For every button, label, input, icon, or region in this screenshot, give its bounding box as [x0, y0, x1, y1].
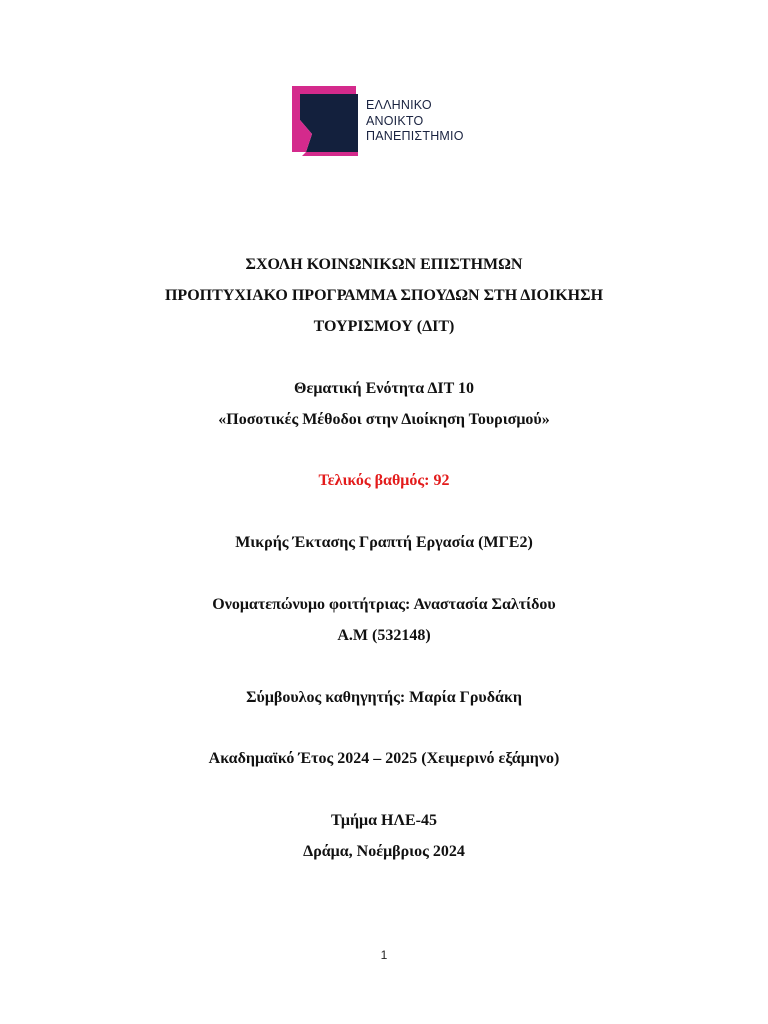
program-title-line-1: ΠΡΟΠΤΥΧΙΑΚΟ ΠΡΟΓΡΑΜΜΑ ΣΠΟΥΔΩΝ ΣΤΗ ΔΙΟΙΚΗΣΗ: [164, 287, 604, 304]
module-name: «Ποσοτικές Μέθοδοι στην Διοίκηση Τουρισμού»: [218, 411, 550, 428]
place-date: Δράμα, Νοέμβριος 2024: [303, 843, 465, 860]
logo-text-line-1: ΕΛΛΗΝΙΚΟ: [366, 98, 432, 112]
assignment-title: Μικρής Έκτασης Γραπτή Εργασία (ΜΓΕ2): [235, 534, 533, 551]
logo-text-line-2: ΑΝΟΙΚΤΟ: [366, 113, 424, 128]
academic-year: Ακαδημαϊκό Έτος 2024 – 2025 (Χειμερινό εξάμηνο): [208, 750, 560, 767]
university-logo-icon: [292, 86, 364, 156]
student-id: Α.Μ (532148): [337, 627, 431, 644]
logo-text-line-3: ΠΑΝΕΠΙΣΤΗΜΙΟ: [366, 129, 464, 143]
program-title-line-2: ΤΟΥΡΙΣΜΟΥ (ΔΙΤ): [313, 318, 455, 335]
student-name: Ονοματεπώνυμο φοιτήτριας: Αναστασία Σαλτίδου: [212, 596, 556, 613]
page-number: 1: [380, 948, 388, 962]
final-grade: Τελικός βαθμός: 92: [318, 472, 450, 489]
university-logo: [292, 86, 482, 156]
department: Τμήμα ΗΛΕ-45: [331, 812, 437, 829]
school-name: ΣΧΟΛΗ ΚΟΙΝΩΝΙΚΩΝ ΕΠΙΣΤΗΜΩΝ: [245, 256, 523, 273]
module-title: Θεματική Ενότητα ΔΙΤ 10: [294, 380, 474, 397]
advisor-name: Σύμβουλος καθηγητής: Μαρία Γρυδάκη: [246, 689, 522, 706]
